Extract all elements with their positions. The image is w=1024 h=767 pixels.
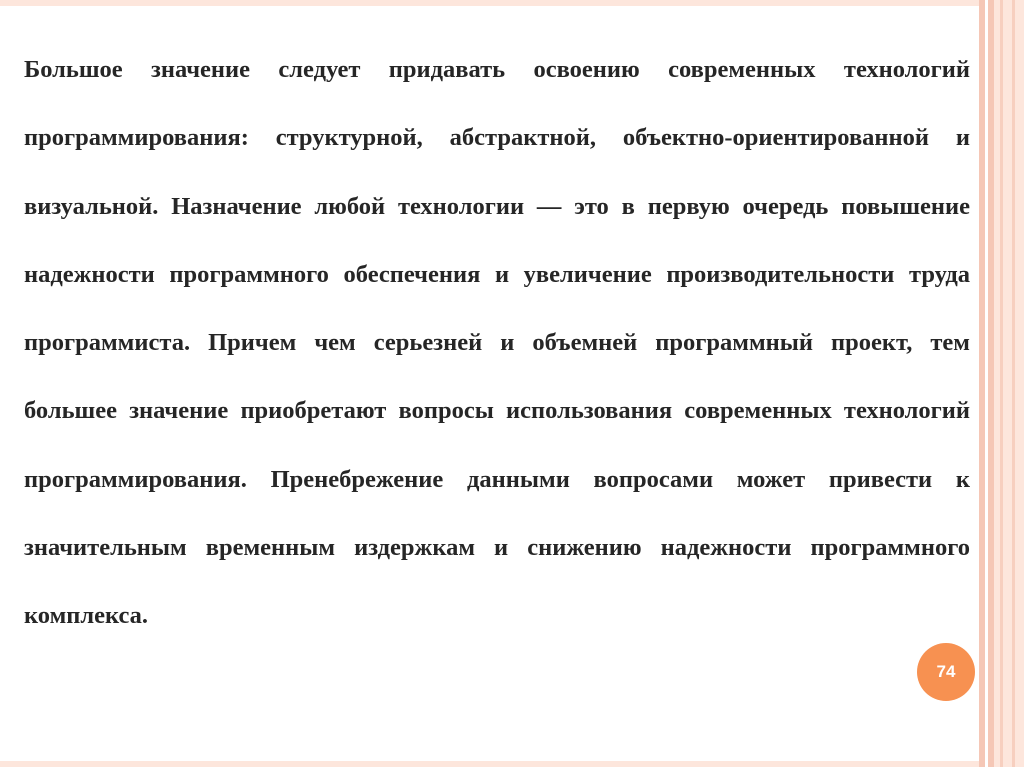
bottom-decorative-band	[0, 761, 979, 767]
right-decorative-line	[1012, 0, 1015, 767]
slide-body-text: Большое значение следует придавать освоению современных технологий программирования: структурной, абстрактной, объектно-ориентированной и визуальной. Назначение любой технологии — это в первую очередь повышение надежности программного обеспечения и увеличение производительности труда программиста. Причем чем серьезней и объемней программный проект, тем большее значение приобретают вопросы использования современных технологий программирования. Пренебрежение данными вопросами может привести к значительным временным издержкам и снижению надежности программного комплекса.	[24, 56, 970, 630]
top-decorative-band	[0, 0, 979, 6]
right-decorative-panel	[994, 0, 1024, 767]
right-decorative-line	[1000, 0, 1003, 767]
page-number-badge: 74	[917, 643, 975, 701]
